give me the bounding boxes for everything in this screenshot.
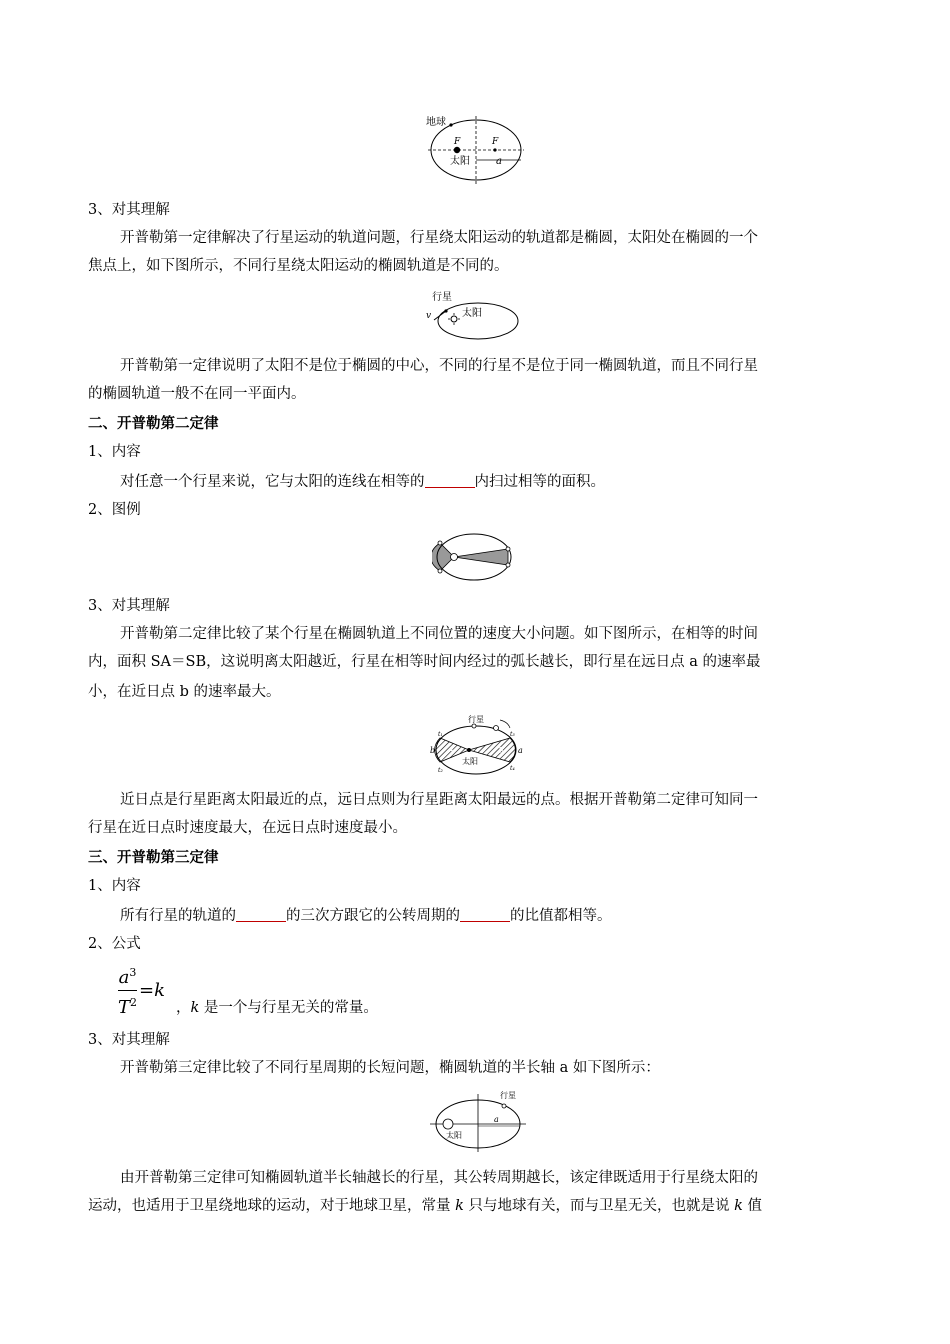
fill-blank[interactable] <box>425 473 475 488</box>
paragraph: 内，面积 SA＝SB，这说明离太阳越近，行星在相等时间内经过的弧长越长，即行星在远日点 a 的速率最 <box>88 654 761 670</box>
svg-text:行星: 行星 <box>468 715 484 724</box>
svg-text:a: a <box>518 746 523 755</box>
subheading: 3、对其理解 <box>88 598 170 614</box>
figure-ellipse-foci <box>424 112 534 188</box>
svg-text:太阳: 太阳 <box>462 757 478 766</box>
subheading: 1、内容 <box>88 444 141 460</box>
subheading: 2、公式 <box>88 936 141 952</box>
paragraph: 的椭圆轨道一般不在同一平面内。 <box>88 386 306 402</box>
svg-text:行星: 行星 <box>500 1091 516 1100</box>
svg-text:t₂: t₂ <box>438 767 443 774</box>
figure-planet-orbit <box>420 288 530 344</box>
subheading: 3、对其理解 <box>88 1032 170 1048</box>
svg-text:F: F <box>492 137 499 147</box>
svg-text:v: v <box>426 311 432 321</box>
paragraph: 行星在近日点时速度最大，在远日点时速度最小。 <box>88 820 407 836</box>
figure-areas-A-B <box>424 710 528 780</box>
figure-equal-area-sweep <box>432 530 518 584</box>
svg-text:t₄: t₄ <box>510 765 515 772</box>
section3-title: 三、开普勒第三定律 <box>88 849 219 866</box>
paragraph: 开普勒第一定律解决了行星运动的轨道问题，行星绕太阳运动的轨道都是椭圆，太阳处在椭圆的一个 <box>120 230 758 246</box>
paragraph: 由开普勒第三定律可知椭圆轨道半长轴越长的行星，其公转周期越长，该定律既适用于行星绕太阳的 <box>120 1170 758 1186</box>
svg-text:a: a <box>494 1115 499 1124</box>
formula-description: ，k 是一个与行星无关的常量。 <box>176 1000 378 1016</box>
law3-content: 所有行星的轨道的 的三次方跟它的公转周期的 的比值都相等。 <box>120 908 612 924</box>
paragraph: 运动，也适用于卫星绕地球的运动，对于地球卫星，常量 k 只与地球有关，而与卫星无关，也就是说 k 值 <box>88 1198 763 1214</box>
svg-text:t₃: t₃ <box>510 731 515 738</box>
fill-blank[interactable] <box>460 907 510 922</box>
svg-text:a: a <box>496 156 502 167</box>
subheading: 1、内容 <box>88 878 141 894</box>
section1-heading-understanding: 3、对其理解 <box>88 202 170 218</box>
paragraph: 焦点上，如下图所示，不同行星绕太阳运动的椭圆轨道是不同的。 <box>88 258 509 274</box>
earth-label: 地球 <box>426 117 446 128</box>
subheading: 2、图例 <box>88 502 141 518</box>
svg-text:B: B <box>498 746 504 755</box>
sun-label: 太阳 <box>462 308 482 319</box>
paragraph: 开普勒第二定律比较了某个行星在椭圆轨道上不同位置的速度大小问题。如下图所示，在相等的时间 <box>120 626 758 642</box>
paragraph: 开普勒第一定律说明了太阳不是位于椭圆的中心，不同的行星不是位于同一椭圆轨道，而且不同行星 <box>120 358 758 374</box>
svg-text:太阳: 太阳 <box>446 1131 462 1140</box>
paragraph: 开普勒第三定律比较了不同行星周期的长短问题，椭圆轨道的半长轴 a 如下图所示： <box>120 1060 660 1076</box>
svg-text:F: F <box>454 137 461 147</box>
svg-text:A: A <box>448 746 454 755</box>
law2-content: 对任意一个行星来说，它与太阳的连线在相等的 内扫过相等的面积。 <box>120 474 605 490</box>
svg-text:t₁: t₁ <box>438 731 443 738</box>
paragraph: 小，在近日点 b 的速率最大。 <box>88 684 281 700</box>
fill-blank[interactable] <box>236 907 286 922</box>
kepler-third-law-formula: $\frac{a^3}{T^2}$ =k <box>118 966 166 1018</box>
figure-semi-major-axis <box>428 1086 528 1152</box>
paragraph: 近日点是行星距离太阳最近的点，远日点则为行星距离太阳最远的点。根据开普勒第二定律可知同一 <box>120 792 758 808</box>
section2-title: 二、开普勒第二定律 <box>88 415 219 432</box>
svg-text:b: b <box>430 746 436 755</box>
sun-focus-dot <box>454 147 460 153</box>
planet-label: 行星 <box>432 292 452 303</box>
sun-label: 太阳 <box>450 156 470 167</box>
